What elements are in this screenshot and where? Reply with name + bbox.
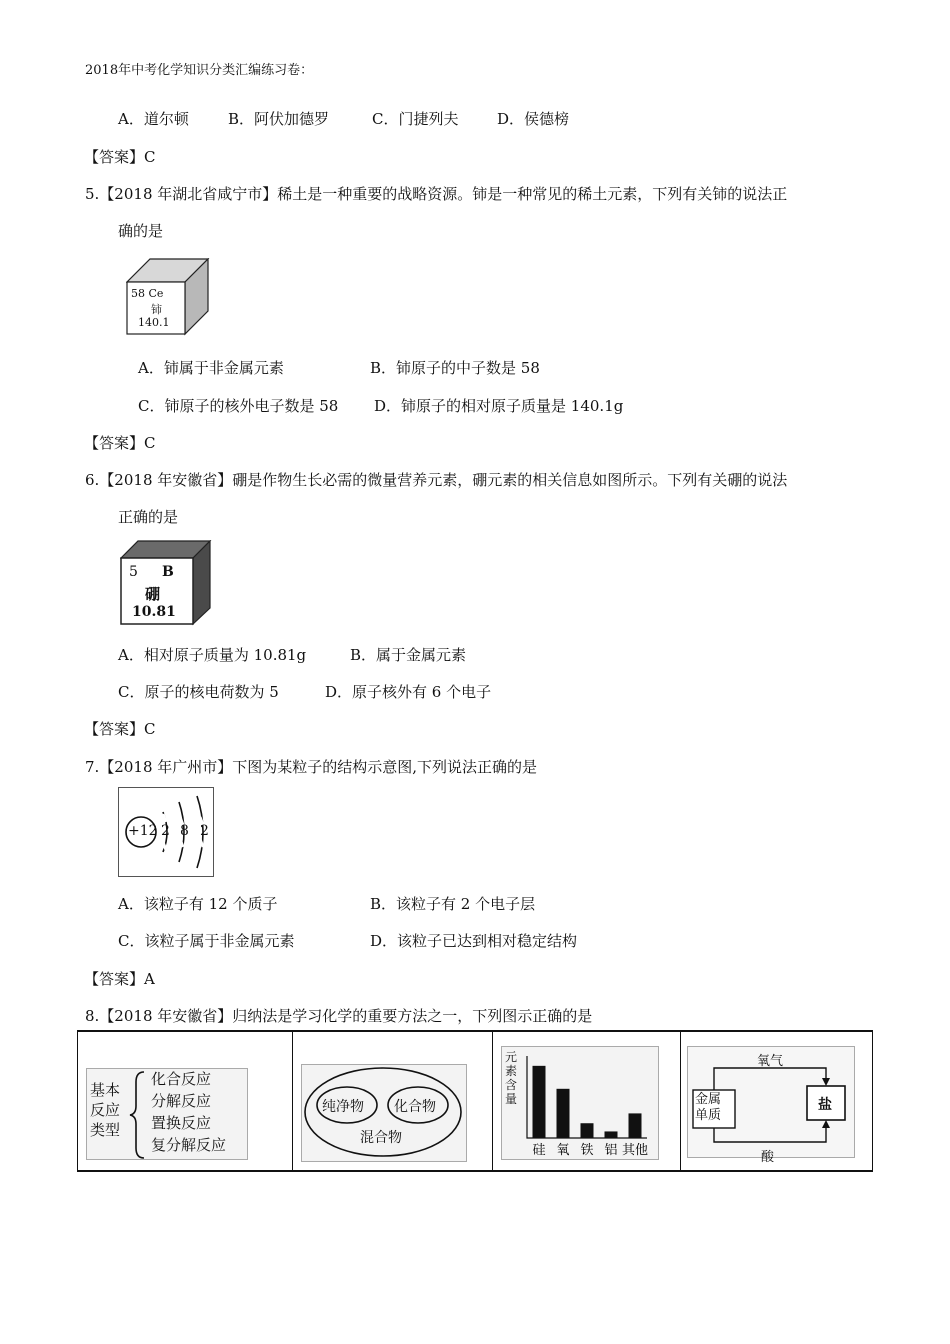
q8-stem: 8.【2018 年安徽省】归纳法是学习化学的重要方法之一，下列图示正确的是 <box>85 1007 593 1025</box>
q7-nucleus-label: +12 <box>128 823 158 839</box>
chart-tick-label-1: 硅 <box>532 1143 546 1158</box>
q6-tile-mass: 10.81 <box>132 604 176 620</box>
q5-tile-name: 铈 <box>151 303 162 316</box>
q8-panel-b-inner-left: 纯净物 <box>322 1099 364 1115</box>
q8-panel-c <box>492 1032 680 1170</box>
chart-bar-3 <box>581 1123 594 1138</box>
chart-tick-label-5: 其他 <box>621 1143 649 1158</box>
q5-option-d: D．铈原子的相对原子质量是 140.1g <box>374 397 624 415</box>
q7-option-b: B．该粒子有 2 个电子层 <box>370 895 536 913</box>
q8-figure-table <box>77 1030 873 1172</box>
q6-tile-name: 硼 <box>145 585 161 603</box>
q6-stem-line1: 6.【2018 年安徽省】硼是作物生长必需的微量营养元素，硼元素的相关信息如图所示。下列有关硼的说法 <box>85 471 788 489</box>
q7-option-d: D．该粒子已达到相对稳定结构 <box>370 932 578 950</box>
q7-stem: 7.【2018 年广州市】下图为某粒子的结构示意图,下列说法正确的是 <box>85 758 538 776</box>
q7-atom-diagram <box>118 787 214 877</box>
chart-tick-label-2: 氧 <box>556 1143 570 1158</box>
q8-panel-d-left: 金属 单质 <box>695 1092 722 1123</box>
q8-panel-a-item3: 置换反应 <box>151 1114 212 1132</box>
q8-panel-a-item2: 分解反应 <box>151 1092 212 1110</box>
q5-tile-number-symbol: 58 Ce <box>131 287 164 300</box>
q6-answer: 【答案】C <box>84 720 156 738</box>
q8-panel-d-bottom: 酸 <box>761 1150 775 1165</box>
chart-bar-2 <box>557 1089 570 1138</box>
brace-icon <box>128 1070 148 1160</box>
q8-panel-a <box>77 1032 292 1170</box>
q6-option-b: B．属于金属元素 <box>350 646 467 664</box>
q4-option-a: A．道尔顿 <box>118 110 189 128</box>
q5-stem-line1: 5.【2018 年湖北省咸宁市】稀土是一种重要的战略资源。铈是一种常见的稀土元素，下列有关铈的说法正 <box>85 185 788 203</box>
q7-shell-1: 2 <box>161 823 170 839</box>
chart-bar-5 <box>629 1113 642 1138</box>
q7-shell-2: 8 <box>180 823 189 839</box>
q8-bar-chart <box>523 1046 653 1158</box>
q7-shell-3: 2 <box>200 823 209 839</box>
q8-panel-d <box>680 1032 873 1170</box>
q8-panel-a-item4: 复分解反应 <box>151 1136 227 1154</box>
q8-panel-b <box>292 1032 492 1170</box>
page-header: 2018年中考化学知识分类汇编练习卷： <box>85 63 314 78</box>
q7-option-c: C．该粒子属于非金属元素 <box>118 932 295 950</box>
q8-panel-a-left-line2: 反应 <box>90 1101 121 1119</box>
chart-bar-4 <box>605 1131 618 1138</box>
q5-option-a: A．铈属于非金属元素 <box>138 359 284 377</box>
q6-element-tile <box>120 540 212 626</box>
chart-tick-label-4: 铝 <box>604 1143 618 1158</box>
q6-tile-symbol: B <box>162 564 174 580</box>
q5-stem-line2: 确的是 <box>118 222 164 240</box>
q6-stem-line2: 正确的是 <box>118 508 179 526</box>
q6-option-c: C．原子的核电荷数为 5 <box>118 683 279 701</box>
q5-answer: 【答案】C <box>84 434 156 452</box>
q6-option-d: D．原子核外有 6 个电子 <box>325 683 492 701</box>
chart-bar-1 <box>533 1066 546 1138</box>
q6-tile-number: 5 <box>129 564 138 580</box>
q8-panel-a-left-line3: 类型 <box>90 1121 121 1139</box>
q8-panel-d-right: 盐 <box>818 1097 832 1113</box>
q8-chart-ylabel: 元素含量 <box>505 1050 518 1106</box>
q4-answer: 【答案】C <box>84 148 156 166</box>
q4-option-b: B．阿伏加德罗 <box>228 110 330 128</box>
q4-option-d: D．侯德榜 <box>497 110 570 128</box>
q8-panel-d-top: 氧气 <box>757 1054 784 1069</box>
q6-option-a: A．相对原子质量为 10.81g <box>118 646 307 664</box>
q7-answer: 【答案】A <box>84 970 155 988</box>
q8-panel-b-inner-right: 化合物 <box>394 1099 436 1115</box>
q8-panel-a-left-line1: 基本 <box>90 1081 121 1099</box>
q4-option-c: C．门捷列夫 <box>372 110 459 128</box>
q8-panel-a-left <box>90 1080 120 1140</box>
q8-panel-a-items <box>151 1068 226 1156</box>
q7-option-a: A．该粒子有 12 个质子 <box>118 895 278 913</box>
q5-element-tile <box>126 258 210 336</box>
q8-panel-a-item1: 化合反应 <box>151 1070 212 1088</box>
q5-option-c: C．铈原子的核外电子数是 58 <box>138 397 339 415</box>
q5-option-b: B．铈原子的中子数是 58 <box>370 359 540 377</box>
chart-tick-label-3: 铁 <box>580 1143 594 1158</box>
q8-panel-b-outer: 混合物 <box>360 1130 402 1146</box>
q5-tile-mass: 140.1 <box>138 316 170 329</box>
